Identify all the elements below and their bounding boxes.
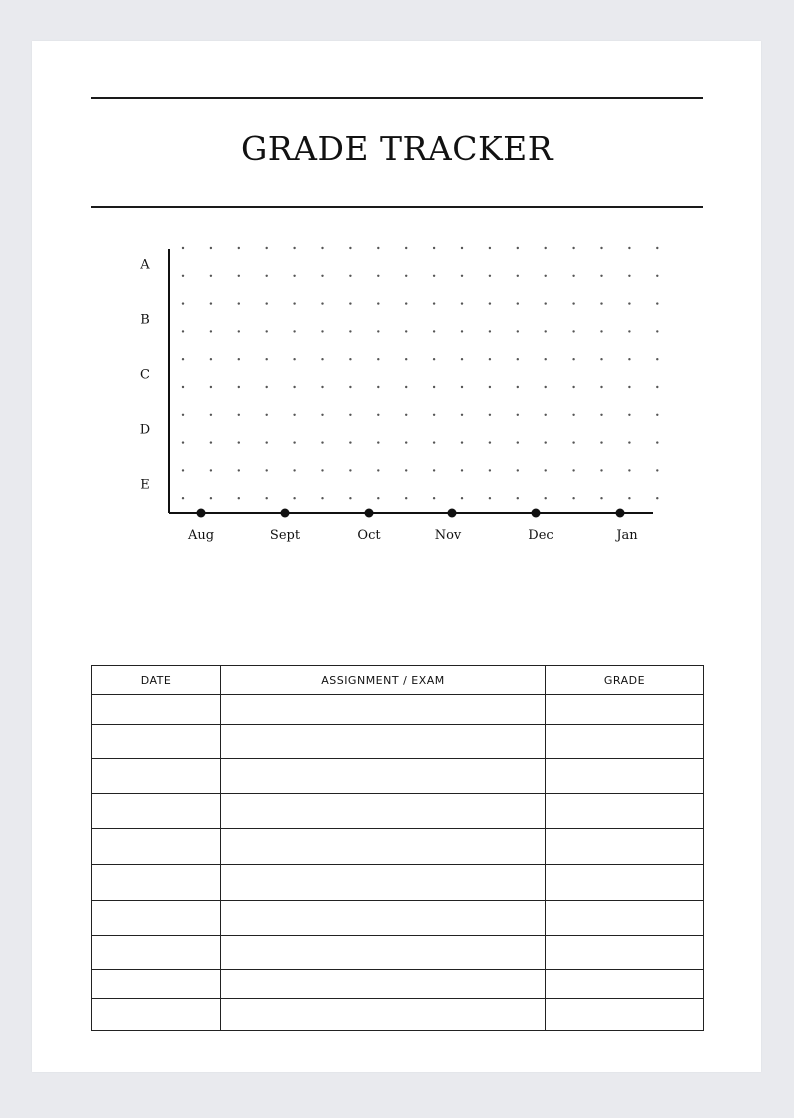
grid-dot [405,330,407,332]
date-cell[interactable] [92,794,221,829]
grid-dot [572,247,574,249]
y-tick-label: A [140,257,150,273]
table-row [92,794,704,829]
grid-dot [405,386,407,388]
date-cell[interactable] [92,970,221,999]
assignment-cell[interactable] [221,865,546,901]
grid-dot [210,386,212,388]
grid-dot [545,358,547,360]
grid-dot [489,469,491,471]
grid-dot [572,497,574,499]
grid-dot [377,441,379,443]
grid-dot [517,386,519,388]
grid-dot [210,275,212,277]
grid-dot [656,247,658,249]
grid-dot [545,469,547,471]
grid-dot [517,247,519,249]
assignment-cell[interactable] [221,936,546,970]
grid-dot [433,497,435,499]
grid-dot [600,386,602,388]
date-cell[interactable] [92,695,221,725]
grid-dot [628,358,630,360]
x-tick-marker [365,509,374,518]
assignment-cell[interactable] [221,759,546,794]
grid-dot [656,330,658,332]
grid-dot [545,441,547,443]
x-tick-label: Oct [357,528,381,543]
assignment-cell[interactable] [221,794,546,829]
y-tick-label: C [140,367,150,383]
grid-dot [628,302,630,304]
grid-dot [321,247,323,249]
grid-dot [517,275,519,277]
grid-dot [210,497,212,499]
assignment-cell[interactable] [221,829,546,865]
grid-dot [238,469,240,471]
grid-dot [433,330,435,332]
grid-dot [628,469,630,471]
grid-dot [377,330,379,332]
grid-dot [461,414,463,416]
grid-dot [600,441,602,443]
assignment-cell[interactable] [221,999,546,1031]
grid-dot [489,358,491,360]
grid-dot [377,247,379,249]
grid-dot [600,414,602,416]
assignment-cell[interactable] [221,970,546,999]
grid-dot [182,302,184,304]
grid-dot [572,275,574,277]
grid-dot [182,414,184,416]
grid-dot [433,386,435,388]
grid-dot [210,247,212,249]
table-row [92,725,704,759]
y-tick-label: E [140,477,150,493]
grid-dot [600,275,602,277]
grid-dot [628,275,630,277]
grid-dot [321,441,323,443]
grid-dot [600,302,602,304]
grid-dot [433,275,435,277]
grid-dot [321,358,323,360]
grid-dot [293,247,295,249]
assignment-cell[interactable] [221,725,546,759]
grid-dot [572,414,574,416]
grid-dot [349,414,351,416]
grid-dot [572,386,574,388]
grid-dot [266,469,268,471]
grid-dot [293,330,295,332]
grade-chart [32,41,761,601]
grid-dot [405,497,407,499]
grid-dot [628,330,630,332]
grid-dot [461,469,463,471]
grid-dot [182,330,184,332]
grid-dot [349,330,351,332]
grid-dot [572,469,574,471]
table-row [92,695,704,725]
date-cell[interactable] [92,999,221,1031]
grid-dot [293,358,295,360]
grid-dot [489,275,491,277]
x-tick-marker [448,509,457,518]
grid-dot [656,302,658,304]
x-tick-label: Nov [434,528,462,543]
grid-dot [238,414,240,416]
grid-dot [572,330,574,332]
grid-dot [628,247,630,249]
grid-dot [238,358,240,360]
grid-dot [600,469,602,471]
grid-dot [182,358,184,360]
x-tick-marker [532,509,541,518]
grid-dot [628,441,630,443]
grid-dot [405,414,407,416]
grade-cell[interactable] [546,901,704,936]
grid-dot [433,469,435,471]
grid-dot [266,441,268,443]
grid-dot [433,414,435,416]
grid-dot [349,275,351,277]
assignment-cell[interactable] [221,901,546,936]
grade-cell[interactable] [546,829,704,865]
table-row [92,999,704,1031]
table-body [92,695,704,1031]
date-cell[interactable] [92,725,221,759]
header-assignment-exam: ASSIGNMENT / EXAM [221,666,546,695]
grid-dot [266,247,268,249]
y-tick-label: B [140,312,150,328]
grade-cell[interactable] [546,865,704,901]
grid-dot [321,497,323,499]
grid-dot [461,358,463,360]
grid-dot [545,330,547,332]
grid-dot [656,275,658,277]
grid-dot [377,469,379,471]
x-tick-label: Sept [269,528,301,543]
grid-dot [489,386,491,388]
grid-dot [321,302,323,304]
header-date: DATE [92,666,221,695]
grid-dot [266,497,268,499]
grid-dot [210,414,212,416]
date-cell[interactable] [92,865,221,901]
grid-dot [656,358,658,360]
grid-dot [405,469,407,471]
grid-dot [628,497,630,499]
grid-dot [489,330,491,332]
grid-dot [656,497,658,499]
x-tick-marker [616,509,625,518]
x-tick-marker [197,509,206,518]
grid-dot [545,275,547,277]
grid-dot [349,247,351,249]
grid-dot [545,386,547,388]
grid-dot [266,330,268,332]
grid-dot [182,497,184,499]
grid-dot [572,302,574,304]
date-cell[interactable] [92,759,221,794]
grid-dot [517,469,519,471]
grid-dot [182,275,184,277]
grid-dot [349,302,351,304]
grid-dot [489,247,491,249]
x-tick-label: Dec [528,528,554,543]
table-row [92,759,704,794]
grid-dot [545,247,547,249]
grid-dot [377,302,379,304]
grid-dot [461,497,463,499]
grid-dot [405,441,407,443]
grid-dot [293,275,295,277]
grade-cell[interactable] [546,936,704,970]
grid-dot [405,275,407,277]
grid-dot [210,469,212,471]
grade-cell[interactable] [546,794,704,829]
grid-dot [377,386,379,388]
grid-dot [266,386,268,388]
grid-dot [405,302,407,304]
grid-dot [405,358,407,360]
y-tick-label: D [139,422,151,438]
grade-tracker-sheet [32,41,761,1072]
grid-dot [293,469,295,471]
grid-dot [238,330,240,332]
grid-dot [461,330,463,332]
grid-dot [293,414,295,416]
grid-dot [572,441,574,443]
grid-dot [182,469,184,471]
grid-dot [489,441,491,443]
grid-dot [656,441,658,443]
grid-dot [266,414,268,416]
header-grade: GRADE [546,666,704,695]
grid-dot [517,497,519,499]
grid-dot [377,275,379,277]
date-cell[interactable] [92,936,221,970]
grid-dot [517,441,519,443]
grid-dot [517,358,519,360]
grid-dot [321,469,323,471]
grid-dot [489,302,491,304]
grid-dot [600,358,602,360]
grid-dot [461,386,463,388]
grid-dot [433,247,435,249]
grid-dot [600,497,602,499]
x-tick-label: Aug [187,528,215,543]
grid-dot [377,358,379,360]
grid-dot [405,247,407,249]
date-cell[interactable] [92,829,221,865]
grade-cell[interactable] [546,695,704,725]
grid-dot [210,441,212,443]
table-row [92,936,704,970]
grade-cell[interactable] [546,970,704,999]
grid-dot [238,247,240,249]
grid-dot [238,386,240,388]
grade-cell[interactable] [546,725,704,759]
grid-dot [656,414,658,416]
grid-dot [266,358,268,360]
grade-cell[interactable] [546,759,704,794]
grid-dot [321,386,323,388]
grid-dot [545,302,547,304]
grid-dot [182,386,184,388]
grid-dot [293,302,295,304]
grid-dot [210,302,212,304]
grid-dot [489,414,491,416]
grid-dot [461,302,463,304]
grid-dot [489,497,491,499]
grid-dot [182,441,184,443]
grid-dot [349,469,351,471]
grade-log-table [91,665,704,1031]
grid-dot [433,441,435,443]
grid-dot [517,414,519,416]
grid-dot [238,275,240,277]
grid-dot [545,497,547,499]
x-tick-marker [281,509,290,518]
grid-dot [238,497,240,499]
grid-dot [321,414,323,416]
grid-dot [461,441,463,443]
grid-dot [210,330,212,332]
grid-dot [433,358,435,360]
grid-dot [377,497,379,499]
grid-dot [461,247,463,249]
grid-dot [517,330,519,332]
grid-dot [210,358,212,360]
table-row [92,829,704,865]
grid-dot [572,358,574,360]
grid-dot [349,386,351,388]
grid-dot [321,330,323,332]
table-header-row [92,666,704,695]
grid-dot [461,275,463,277]
grid-dot [656,469,658,471]
grid-dot [266,302,268,304]
grid-dot [238,302,240,304]
grid-dot [349,441,351,443]
grid-dot [293,497,295,499]
assignment-cell[interactable] [221,695,546,725]
grid-dot [238,441,240,443]
grid-dot [600,330,602,332]
grid-dot [656,386,658,388]
page-title: GRADE TRACKER [240,129,554,168]
grid-dot [349,358,351,360]
grid-dot [349,497,351,499]
grid-dot [321,275,323,277]
grid-dot [293,441,295,443]
grid-dot [628,414,630,416]
grid-dot [517,302,519,304]
table-row [92,970,704,999]
table-row [92,865,704,901]
grid-dot [545,414,547,416]
grid-dot [377,414,379,416]
x-tick-label: Jan [616,528,638,543]
date-cell[interactable] [92,901,221,936]
grid-dot [293,386,295,388]
grid-dot [182,247,184,249]
grid-dot [628,386,630,388]
grid-dot [433,302,435,304]
grid-dot [600,247,602,249]
grade-cell[interactable] [546,999,704,1031]
table-row [92,901,704,936]
grid-dot [266,275,268,277]
